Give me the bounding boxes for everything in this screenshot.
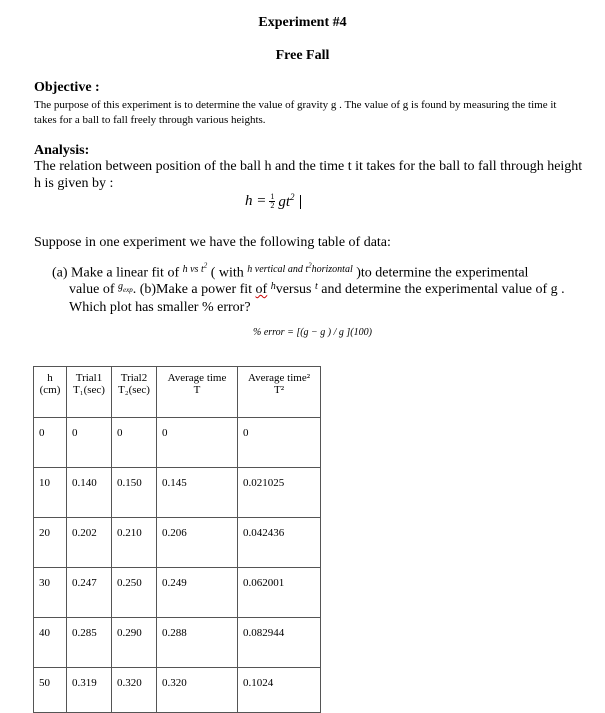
cell-average-squared: 0.042436 [238,518,321,568]
cell-h: 10 [34,468,67,518]
table-row [34,468,321,518]
header-h: h (cm) [34,367,67,418]
question-a-axes: h vertical and t2horizontal [247,262,353,276]
question-b-end: and determine the experimental value of g . [321,282,565,297]
formula-lhs: h = [245,193,267,209]
free-fall-formula [245,192,301,211]
table-row [34,518,321,568]
analysis-heading: Analysis: [34,143,90,158]
formula-exponent: 2 [290,192,295,202]
g-exp-symbol: gexp [117,281,133,294]
cell-trial2: 0.290 [112,618,157,668]
t-symbol: t [315,281,318,292]
table-row [34,418,321,468]
questions-intro: Suppose in one experiment we have the following table of data: [34,235,391,250]
spellcheck-word-of: of [255,282,268,297]
cell-trial2: 0 [112,418,157,468]
experiment-title: Experiment #4 [258,15,347,30]
objective-heading: Objective : [34,80,100,95]
table-row [34,568,321,618]
question-b-line2: Which plot has smaller % error? [69,300,251,315]
analysis-text: The relation between position of the ball h and the time t it takes for the ball to fall through height h is given by : [34,159,583,191]
cell-average: 0.206 [157,518,238,568]
cell-trial1: 0.285 [67,618,112,668]
text-cursor [300,195,301,209]
cell-average-squared: 0.021025 [238,468,321,518]
cell-h: 0 [34,418,67,468]
objective-text: The purpose of this experiment is to determine the value of gravity g . The value of g is found by measuring the time it takes for a ball to fall freely through various heights. [34,99,557,126]
cell-average: 0.145 [157,468,238,518]
header-trial1: Trial1 T₁(sec) [67,367,112,418]
cell-average-squared: 0.082944 [238,618,321,668]
cell-average-squared: 0 [238,418,321,468]
experiment-subtitle: Free Fall [275,48,330,63]
cell-h: 40 [34,618,67,668]
table-row [34,618,321,668]
cell-trial1: 0.202 [67,518,112,568]
question-b-power-fit: . (b)Make a power fit [132,282,253,297]
cell-average: 0.320 [157,668,238,713]
fraction-denominator: 2 [270,201,275,210]
h-symbol: h [270,281,276,292]
question-a-with: ( with [210,265,244,281]
header-trial2: Trial2 T₂(sec) [112,367,157,418]
question-a-suffix: )to determine the experimental [356,265,529,281]
cell-trial1: 0 [67,418,112,468]
cell-average-squared: 0.062001 [238,568,321,618]
question-b [69,278,589,316]
cell-average: 0 [157,418,238,468]
cell-trial1: 0.247 [67,568,112,618]
formula-rhs: gt [278,194,291,210]
cell-average: 0.249 [157,568,238,618]
cell-trial1: 0.140 [67,468,112,518]
cell-h: 30 [34,568,67,618]
cell-trial2: 0.210 [112,518,157,568]
percent-error-formula: % error = [(g − g ) / g ](100) [253,327,372,338]
cell-trial2: 0.320 [112,668,157,713]
cell-average: 0.288 [157,618,238,668]
header-average-time: Average time T [157,367,238,418]
header-average-time-squared: Average time² T² [238,367,321,418]
cell-h: 50 [34,668,67,713]
table-row [34,668,321,713]
cell-average-squared: 0.1024 [238,668,321,713]
fraction-numerator: 1 [270,192,275,201]
cell-trial2: 0.250 [112,568,157,618]
formula-fraction [269,193,275,210]
question-b-versus: versus [275,282,312,297]
question-b-value-of: value of [69,282,115,297]
cell-h: 20 [34,518,67,568]
cell-trial2: 0.150 [112,468,157,518]
cell-trial1: 0.319 [67,668,112,713]
data-table [33,366,321,713]
question-a-vs: h vs t2 [182,262,208,276]
question-a-prefix: (a) Make a linear fit of [52,265,180,281]
table-header-row [34,367,321,418]
